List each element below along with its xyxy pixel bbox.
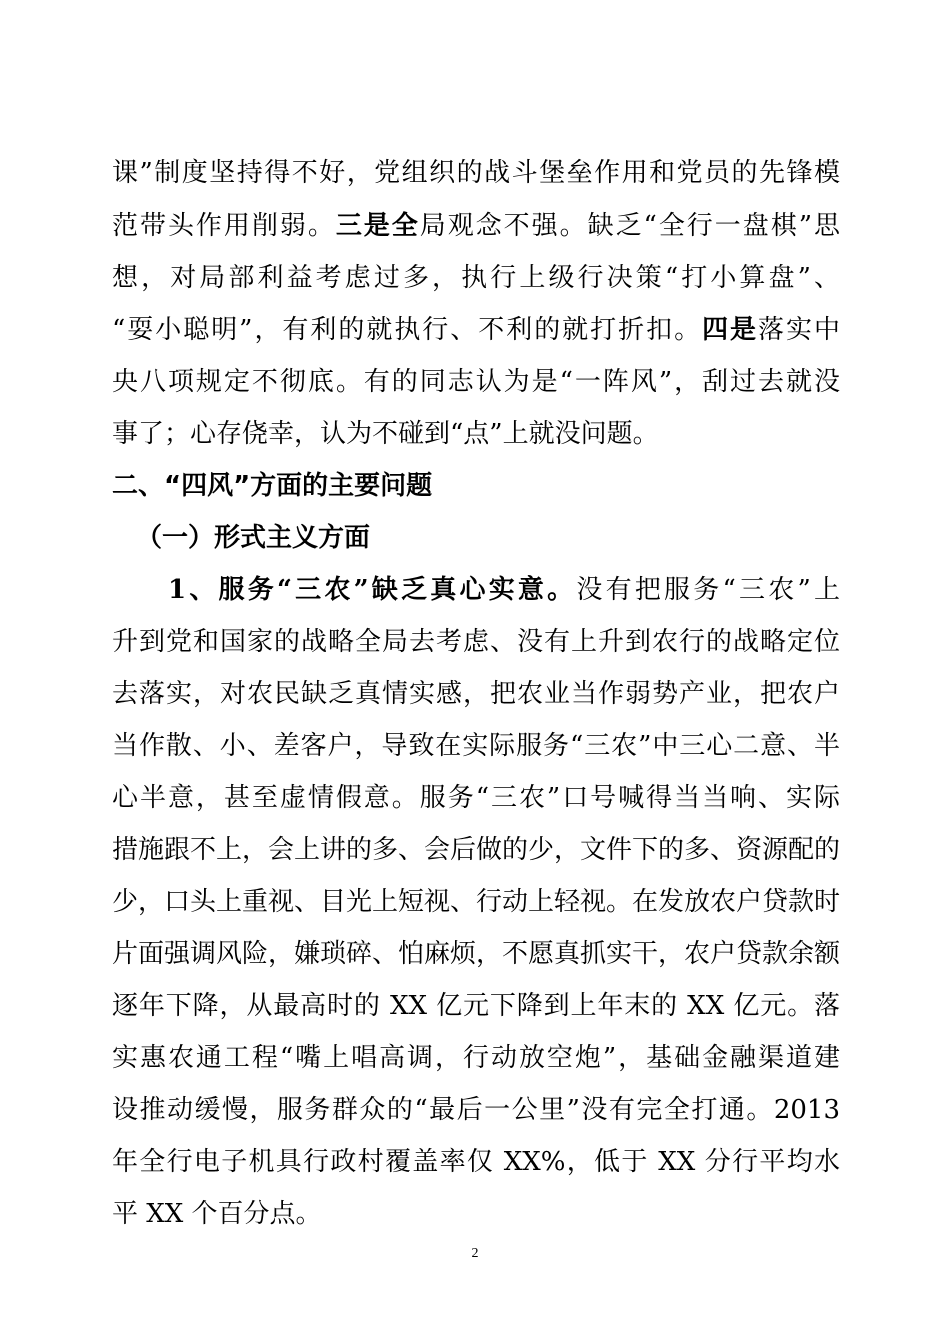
paragraph-line [112,937,840,971]
paragraph-line [112,156,840,190]
paragraph-line [112,781,840,815]
text-run: “耍小聪明”，有利的就执行、不利的就打折扣。 [112,315,703,345]
paragraph-line [112,313,840,347]
paragraph-line [112,625,840,659]
paragraph-line [112,209,840,243]
paragraph-line [112,833,840,867]
text-run: 央八项规定不彻底。有的同志认为是“一阵风”，刮过去就没 [112,367,840,397]
section-heading: 二、“四风”方面的主要问题 [112,471,433,501]
subsection-heading: （一）形式主义方面 [136,523,371,553]
text-run: 事了；心存侥幸，认为不碰到“点”上就没问题。 [112,419,659,449]
text-run: 片面强调风险，嫌琐碎、怕麻烦，不愿真抓实干，农户贷款余额 [112,939,840,969]
paragraph-line [112,261,840,295]
item-title-line [168,573,840,607]
text-run: 升到党和国家的战略全局去考虑、没有上升到农行的战略定位 [112,627,840,657]
paragraph-line [112,365,840,399]
bold-emphasis: 四是 [702,315,759,345]
text-run: 措施跟不上，会上讲的多、会后做的少，文件下的多、资源配的 [112,835,840,865]
text-run: 年全行电子机具行政村覆盖率仅 XX%，低于 XX 分行平均水 [112,1147,840,1177]
paragraph-line [112,677,840,711]
text-run: 实惠农通工程“嘴上唱高调，行动放空炮”，基础金融渠道建 [112,1043,840,1073]
paragraph-line [112,729,840,763]
text-run: 当作散、小、差客户，导致在实际服务“三农”中三心二意、半 [112,731,840,761]
text-run: 没有把服务“三农”上 [576,575,840,605]
paragraph-line [112,1145,840,1179]
paragraph-line [112,417,840,451]
paragraph-line [112,1041,840,1075]
text-run: 范带头作用削弱。 [112,211,336,241]
text-run: 少，口头上重视、目光上短视、行动上轻视。在发放农户贷款时 [112,887,840,917]
text-run: 落实中 [758,315,840,345]
paragraph-line [112,989,840,1023]
page-number: 2 [471,1246,479,1261]
text-run: 去落实，对农民缺乏真情实感，把农业当作弱势产业，把农户 [112,679,840,709]
paragraph-line [112,885,840,919]
text-run: 课”制度坚持得不好，党组织的战斗堡垒作用和党员的先锋模 [112,158,840,188]
text-run: 设推动缓慢，服务群众的“最后一公里”没有完全打通。2013 [112,1095,840,1125]
text-run: 平 XX 个百分点。 [112,1199,322,1229]
bold-emphasis: 三是全 [335,211,420,241]
item-title: 1、服务“三农”缺乏真心实意。 [168,575,577,605]
text-run: 局观念不强。缺乏“全行一盘棋”思 [419,211,840,241]
text-run: 想，对局部利益考虑过多，执行上级行决策“打小算盘”、 [112,263,840,293]
text-run: 逐年下降，从最高时的 XX 亿元下降到上年末的 XX 亿元。落 [112,991,840,1021]
paragraph-line [112,1093,840,1127]
paragraph-line [112,1197,840,1231]
text-run: 心半意，甚至虚情假意。服务“三农”口号喊得当当响、实际 [112,783,840,813]
